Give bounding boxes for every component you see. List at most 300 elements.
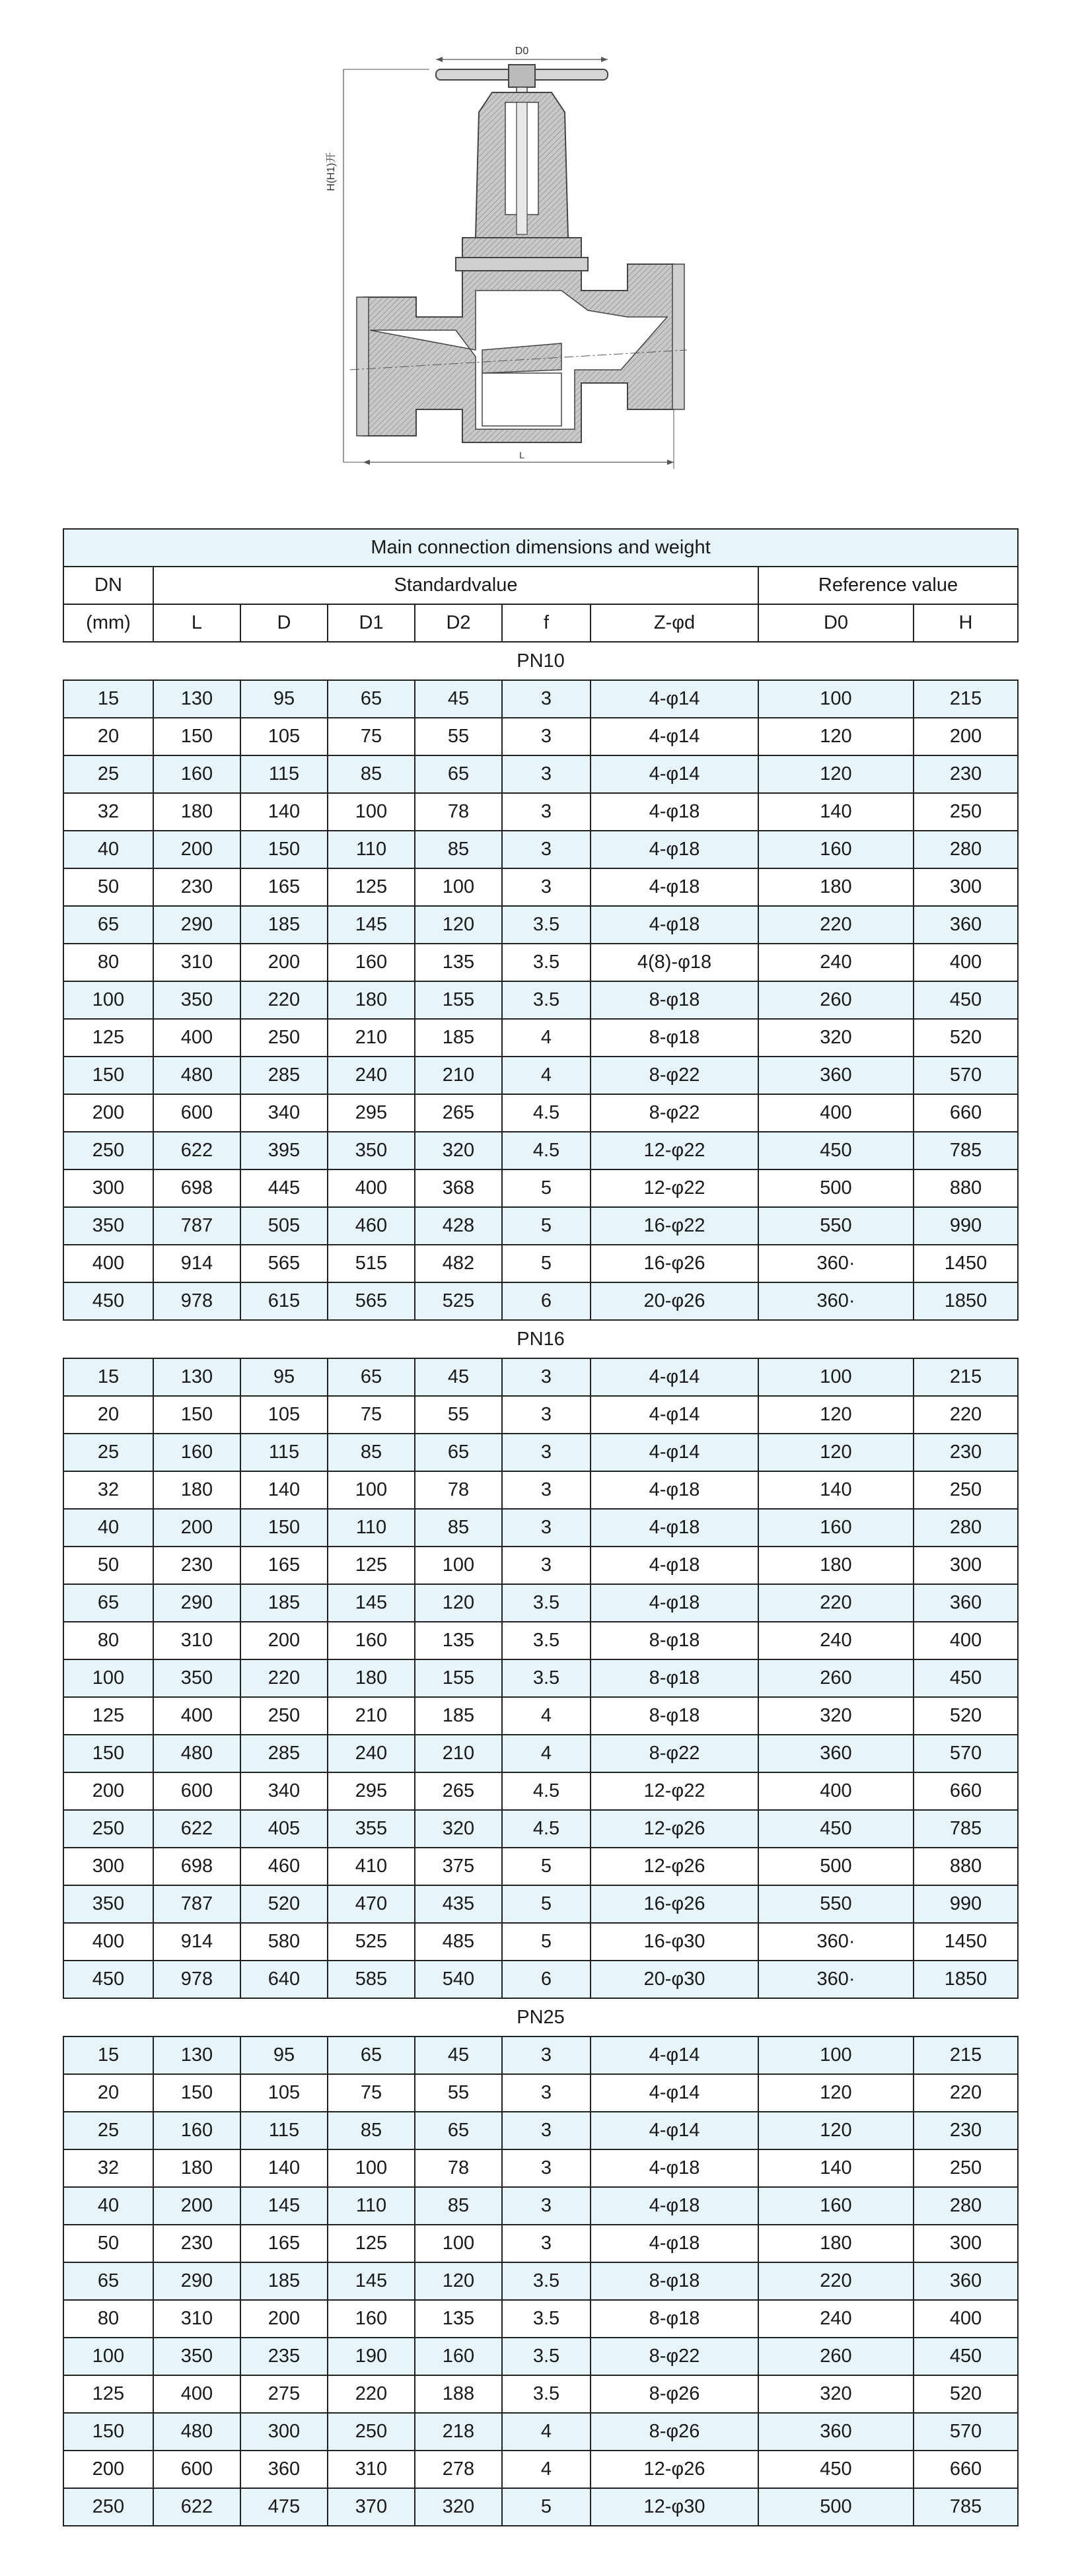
dn-cell: 100 <box>63 981 153 1019</box>
table-cell: 8-φ22 <box>591 2338 758 2375</box>
dn-cell: 15 <box>63 2036 153 2074</box>
dn-cell: 40 <box>63 1509 153 1547</box>
table-cell: 180 <box>153 2149 240 2187</box>
table-cell: 8-φ18 <box>591 1659 758 1697</box>
table-cell: 3 <box>502 1434 591 1471</box>
table-cell: 8-φ18 <box>591 2262 758 2300</box>
dn-cell: 50 <box>63 2225 153 2262</box>
table-cell: 460 <box>240 1848 328 1885</box>
table-row <box>63 1019 1018 1057</box>
table-cell: 482 <box>415 1245 502 1282</box>
table-cell: 470 <box>328 1885 415 1923</box>
table-cell: 8-φ26 <box>591 2413 758 2451</box>
table-cell: 540 <box>415 1961 502 1998</box>
dn-cell: 15 <box>63 1358 153 1396</box>
dn-cell: 125 <box>63 2375 153 2413</box>
table-cell: 8-φ18 <box>591 981 758 1019</box>
table-cell: 78 <box>415 2149 502 2187</box>
table-cell: 3 <box>502 1358 591 1396</box>
table-cell: 235 <box>240 2338 328 2375</box>
table-cell: 6 <box>502 1282 591 1320</box>
reference-value-header: Reference value <box>758 567 1018 604</box>
table-row <box>63 981 1018 1019</box>
table-cell: 190 <box>328 2338 415 2375</box>
table-cell: 250 <box>914 793 1018 831</box>
dn-cell: 150 <box>63 1735 153 1772</box>
dn-cell: 20 <box>63 1396 153 1434</box>
table-row <box>63 1547 1018 1584</box>
table-cell: 220 <box>758 1584 914 1622</box>
table-row <box>63 680 1018 718</box>
table-row <box>63 1169 1018 1207</box>
table-cell: 622 <box>153 2488 240 2526</box>
table-cell: 140 <box>758 793 914 831</box>
table-cell: 210 <box>328 1697 415 1735</box>
dn-cell: 80 <box>63 1622 153 1659</box>
table-row <box>63 868 1018 906</box>
table-cell: 180 <box>328 981 415 1019</box>
dn-cell: 300 <box>63 1169 153 1207</box>
table-cell: 140 <box>758 1471 914 1509</box>
table-cell: 3 <box>502 2149 591 2187</box>
table-cell: 400 <box>153 1019 240 1057</box>
table-cell: 16-φ26 <box>591 1245 758 1282</box>
table-cell: 8-φ18 <box>591 1622 758 1659</box>
table-row <box>63 1697 1018 1735</box>
table-cell: 185 <box>240 906 328 944</box>
table-cell: 240 <box>758 2300 914 2338</box>
table-cell: 215 <box>914 2036 1018 2074</box>
table-cell: 180 <box>758 2225 914 2262</box>
dn-header: DN <box>63 567 153 604</box>
table-cell: 4-φ18 <box>591 2187 758 2225</box>
table-cell: 135 <box>415 2300 502 2338</box>
table-cell: 360· <box>758 1961 914 1998</box>
table-cell: 220 <box>758 906 914 944</box>
table-cell: 4-φ14 <box>591 1358 758 1396</box>
table-cell: 990 <box>914 1207 1018 1245</box>
table-cell: 110 <box>328 2187 415 2225</box>
table-cell: 1450 <box>914 1245 1018 1282</box>
table-cell: 120 <box>758 1434 914 1471</box>
table-cell: 105 <box>240 1396 328 1434</box>
table-cell: 110 <box>328 831 415 868</box>
table-cell: 520 <box>914 1019 1018 1057</box>
table-cell: 3.5 <box>502 2300 591 2338</box>
table-cell: 120 <box>415 2262 502 2300</box>
dn-cell: 15 <box>63 680 153 718</box>
table-cell: 115 <box>240 755 328 793</box>
table-cell: 165 <box>240 1547 328 1584</box>
dn-cell: 450 <box>63 1282 153 1320</box>
dn-cell: 125 <box>63 1697 153 1735</box>
table-cell: 5 <box>502 1207 591 1245</box>
table-row <box>63 1848 1018 1885</box>
table-cell: 310 <box>328 2451 415 2488</box>
dn-cell: 80 <box>63 2300 153 2338</box>
table-cell: 165 <box>240 868 328 906</box>
table-cell: 3 <box>502 793 591 831</box>
table-cell: 55 <box>415 718 502 755</box>
table-cell: 3 <box>502 718 591 755</box>
table-row <box>63 1961 1018 1998</box>
table-cell: 3 <box>502 1396 591 1434</box>
table-cell: 78 <box>415 1471 502 1509</box>
section-header-row <box>63 1998 1018 2036</box>
table-cell: 525 <box>415 1282 502 1320</box>
dn-cell: 65 <box>63 1584 153 1622</box>
table-cell: 990 <box>914 1885 1018 1923</box>
table-cell: 145 <box>328 2262 415 2300</box>
table-cell: 4-φ18 <box>591 793 758 831</box>
table-cell: 100 <box>328 2149 415 2187</box>
table-cell: 785 <box>914 1132 1018 1169</box>
table-cell: 435 <box>415 1885 502 1923</box>
table-cell: 220 <box>240 1659 328 1697</box>
table-cell: 160 <box>758 1509 914 1547</box>
table-row <box>63 2375 1018 2413</box>
table-row <box>63 1772 1018 1810</box>
table-cell: 450 <box>914 2338 1018 2375</box>
table-cell: 160 <box>328 1622 415 1659</box>
dn-cell: 40 <box>63 831 153 868</box>
table-cell: 155 <box>415 981 502 1019</box>
table-cell: 65 <box>415 2112 502 2149</box>
table-cell: 16-φ30 <box>591 1923 758 1961</box>
table-cell: 4-φ14 <box>591 1434 758 1471</box>
table-cell: 450 <box>914 1659 1018 1697</box>
table-cell: 4-φ14 <box>591 755 758 793</box>
table-cell: 120 <box>415 906 502 944</box>
table-cell: 150 <box>153 2074 240 2112</box>
table-cell: 3.5 <box>502 2375 591 2413</box>
table-cell: 285 <box>240 1057 328 1094</box>
table-cell: 660 <box>914 1094 1018 1132</box>
table-cell: 16-φ26 <box>591 1885 758 1923</box>
table-cell: 160 <box>328 2300 415 2338</box>
valve-drawing-area <box>0 0 1078 522</box>
dn-cell: 40 <box>63 2187 153 2225</box>
table-cell: 4 <box>502 2413 591 2451</box>
table-cell: 210 <box>328 1019 415 1057</box>
table-cell: 785 <box>914 1810 1018 1848</box>
dn-cell: 50 <box>63 1547 153 1584</box>
table-cell: 85 <box>328 2112 415 2149</box>
table-cell: 4 <box>502 1735 591 1772</box>
table-cell: 185 <box>415 1697 502 1735</box>
table-cell: 3 <box>502 1547 591 1584</box>
table-cell: 350 <box>328 1132 415 1169</box>
table-cell: 65 <box>415 755 502 793</box>
table-row <box>63 2036 1018 2074</box>
table-cell: 65 <box>415 1434 502 1471</box>
table-cell: 485 <box>415 1923 502 1961</box>
table-cell: 400 <box>914 944 1018 981</box>
table-cell: 978 <box>153 1961 240 1998</box>
table-cell: 250 <box>240 1697 328 1735</box>
table-cell: 8-φ18 <box>591 2300 758 2338</box>
table-cell: 3 <box>502 2036 591 2074</box>
table-cell: 120 <box>758 2074 914 2112</box>
table-cell: 3 <box>502 1471 591 1509</box>
table-row <box>63 755 1018 793</box>
table-cell: 85 <box>415 1509 502 1547</box>
table-cell: 4.5 <box>502 1810 591 1848</box>
table-row <box>63 1885 1018 1923</box>
table-title: Main connection dimensions and weight <box>63 529 1018 567</box>
table-cell: 160 <box>758 2187 914 2225</box>
table-cell: 450 <box>914 981 1018 1019</box>
table-cell: 115 <box>240 1434 328 1471</box>
table-cell: 120 <box>415 1584 502 1622</box>
table-cell: 180 <box>153 793 240 831</box>
dn-cell: 100 <box>63 2338 153 2375</box>
table-cell: 100 <box>758 2036 914 2074</box>
dn-cell: 65 <box>63 2262 153 2300</box>
table-cell: 4-φ18 <box>591 1547 758 1584</box>
table-cell: 1450 <box>914 1923 1018 1961</box>
table-cell: 880 <box>914 1169 1018 1207</box>
table-cell: 210 <box>415 1735 502 1772</box>
table-cell: 600 <box>153 1772 240 1810</box>
table-cell: 320 <box>758 1019 914 1057</box>
table-cell: 370 <box>328 2488 415 2526</box>
table-row <box>63 1282 1018 1320</box>
table-cell: 4(8)-φ18 <box>591 944 758 981</box>
table-cell: 4-φ14 <box>591 680 758 718</box>
table-cell: 8-φ22 <box>591 1735 758 1772</box>
table-cell: 140 <box>240 1471 328 1509</box>
table-cell: 100 <box>415 1547 502 1584</box>
table-cell: 5 <box>502 1885 591 1923</box>
table-cell: 285 <box>240 1735 328 1772</box>
table-cell: 85 <box>415 2187 502 2225</box>
dn-cell: 100 <box>63 1659 153 1697</box>
table-cell: 5 <box>502 1848 591 1885</box>
table-cell: 240 <box>758 944 914 981</box>
table-cell: 520 <box>240 1885 328 1923</box>
table-cell: 340 <box>240 1772 328 1810</box>
table-cell: 505 <box>240 1207 328 1245</box>
table-cell: 3 <box>502 831 591 868</box>
table-cell: 230 <box>914 2112 1018 2149</box>
table-cell: 500 <box>758 1169 914 1207</box>
table-cell: 85 <box>328 1434 415 1471</box>
dn-cell: 450 <box>63 1961 153 1998</box>
table-cell: 400 <box>153 2375 240 2413</box>
table-cell: 180 <box>758 868 914 906</box>
dimensions-table <box>63 528 1019 2526</box>
dn-cell: 350 <box>63 1207 153 1245</box>
table-cell: 3 <box>502 2112 591 2149</box>
table-cell: 160 <box>758 831 914 868</box>
table-cell: 75 <box>328 2074 415 2112</box>
table-cell: 3.5 <box>502 1622 591 1659</box>
table-cell: 265 <box>415 1094 502 1132</box>
table-cell: 1850 <box>914 1282 1018 1320</box>
table-cell: 180 <box>758 1547 914 1584</box>
table-cell: 622 <box>153 1810 240 1848</box>
table-cell: 65 <box>328 1358 415 1396</box>
table-cell: 155 <box>415 1659 502 1697</box>
dn-cell: 200 <box>63 2451 153 2488</box>
table-cell: 480 <box>153 1057 240 1094</box>
table-cell: 4 <box>502 1057 591 1094</box>
table-cell: 320 <box>758 2375 914 2413</box>
table-row <box>63 1094 1018 1132</box>
table-row <box>63 2451 1018 2488</box>
table-cell: 100 <box>328 1471 415 1509</box>
table-cell: 310 <box>153 2300 240 2338</box>
table-cell: 200 <box>153 1509 240 1547</box>
table-cell: 500 <box>758 1848 914 1885</box>
table-row <box>63 944 1018 981</box>
table-cell: 405 <box>240 1810 328 1848</box>
l-label: L <box>519 450 524 460</box>
table-cell: 12-φ22 <box>591 1169 758 1207</box>
table-cell: 12-φ26 <box>591 1848 758 1885</box>
table-cell: 200 <box>153 2187 240 2225</box>
table-cell: 4-φ18 <box>591 1584 758 1622</box>
table-cell: 450 <box>758 1810 914 1848</box>
dn-cell: 250 <box>63 1132 153 1169</box>
table-cell: 290 <box>153 906 240 944</box>
table-row <box>63 2488 1018 2526</box>
table-cell: 3.5 <box>502 1584 591 1622</box>
dn-cell: 32 <box>63 1471 153 1509</box>
table-cell: 360 <box>240 2451 328 2488</box>
dn-cell: 80 <box>63 944 153 981</box>
table-cell: 20-φ30 <box>591 1961 758 1998</box>
table-cell: 4.5 <box>502 1772 591 1810</box>
table-cell: 150 <box>153 1396 240 1434</box>
table-cell: 400 <box>914 1622 1018 1659</box>
table-cell: 360· <box>758 1923 914 1961</box>
dn-cell: 400 <box>63 1923 153 1961</box>
table-cell: 12-φ30 <box>591 2488 758 2526</box>
table-cell: 320 <box>758 1697 914 1735</box>
table-cell: 150 <box>153 718 240 755</box>
table-cell: 250 <box>914 2149 1018 2187</box>
table-cell: 360 <box>758 2413 914 2451</box>
table-cell: 4-φ18 <box>591 1509 758 1547</box>
table-cell: 460 <box>328 1207 415 1245</box>
table-cell: 260 <box>758 2338 914 2375</box>
table-cell: 622 <box>153 1132 240 1169</box>
table-cell: 280 <box>914 1509 1018 1547</box>
table-cell: 787 <box>153 1207 240 1245</box>
table-cell: 290 <box>153 1584 240 1622</box>
table-cell: 300 <box>914 1547 1018 1584</box>
table-cell: 4 <box>502 1697 591 1735</box>
dn-cell: 20 <box>63 718 153 755</box>
table-cell: 320 <box>415 1132 502 1169</box>
table-cell: 16-φ22 <box>591 1207 758 1245</box>
table-cell: 260 <box>758 1659 914 1697</box>
table-cell: 188 <box>415 2375 502 2413</box>
table-cell: 480 <box>153 1735 240 1772</box>
table-cell: 5 <box>502 1245 591 1282</box>
table-cell: 475 <box>240 2488 328 2526</box>
table-cell: 45 <box>415 680 502 718</box>
table-cell: 565 <box>328 1282 415 1320</box>
table-cell: 160 <box>328 944 415 981</box>
table-cell: 4.5 <box>502 1094 591 1132</box>
table-cell: 375 <box>415 1848 502 1885</box>
table-cell: 360 <box>914 2262 1018 2300</box>
table-cell: 85 <box>328 755 415 793</box>
table-cell: 4-φ18 <box>591 2225 758 2262</box>
table-cell: 310 <box>153 944 240 981</box>
table-cell: 350 <box>153 1659 240 1697</box>
table-cell: 278 <box>415 2451 502 2488</box>
table-cell: 95 <box>240 2036 328 2074</box>
table-cell: 250 <box>328 2413 415 2451</box>
table-cell: 500 <box>758 2488 914 2526</box>
table-cell: 3 <box>502 868 591 906</box>
column-header: H <box>914 604 1018 642</box>
table-row <box>63 1207 1018 1245</box>
section-header-row <box>63 1320 1018 1358</box>
table-cell: 55 <box>415 2074 502 2112</box>
table-row <box>63 2149 1018 2187</box>
table-cell: 250 <box>240 1019 328 1057</box>
table-cell: 275 <box>240 2375 328 2413</box>
table-cell: 12-φ26 <box>591 2451 758 2488</box>
table-cell: 785 <box>914 2488 1018 2526</box>
table-cell: 450 <box>758 2451 914 2488</box>
table-row <box>63 1434 1018 1471</box>
table-row <box>63 1810 1018 1848</box>
table-cell: 120 <box>758 1396 914 1434</box>
table-cell: 360 <box>914 906 1018 944</box>
table-cell: 45 <box>415 1358 502 1396</box>
table-cell: 105 <box>240 718 328 755</box>
section-label: PN25 <box>63 1998 1018 2036</box>
table-cell: 135 <box>415 944 502 981</box>
table-row <box>63 2413 1018 2451</box>
table-cell: 160 <box>153 1434 240 1471</box>
table-row <box>63 1584 1018 1622</box>
table-cell: 210 <box>415 1057 502 1094</box>
table-cell: 8-φ26 <box>591 2375 758 2413</box>
column-header: D <box>240 604 328 642</box>
section-label: PN10 <box>63 642 1018 680</box>
table-cell: 8-φ22 <box>591 1057 758 1094</box>
table-cell: 185 <box>415 1019 502 1057</box>
dn-cell: 25 <box>63 1434 153 1471</box>
table-cell: 360· <box>758 1282 914 1320</box>
dn-cell: 150 <box>63 2413 153 2451</box>
table-cell: 4-φ18 <box>591 2149 758 2187</box>
dn-cell: 150 <box>63 1057 153 1094</box>
table-cell: 3 <box>502 2225 591 2262</box>
table-row <box>63 2225 1018 2262</box>
table-cell: 570 <box>914 2413 1018 2451</box>
table-cell: 1850 <box>914 1961 1018 1998</box>
dn-cell: 250 <box>63 1810 153 1848</box>
table-row <box>63 1735 1018 1772</box>
table-cell: 12-φ26 <box>591 1810 758 1848</box>
valve-body <box>350 264 687 442</box>
table-cell: 200 <box>914 718 1018 755</box>
table-row <box>63 1358 1018 1396</box>
table-cell: 914 <box>153 1923 240 1961</box>
table-cell: 130 <box>153 680 240 718</box>
table-row <box>63 906 1018 944</box>
table-row <box>63 1396 1018 1434</box>
dn-cell: 300 <box>63 1848 153 1885</box>
